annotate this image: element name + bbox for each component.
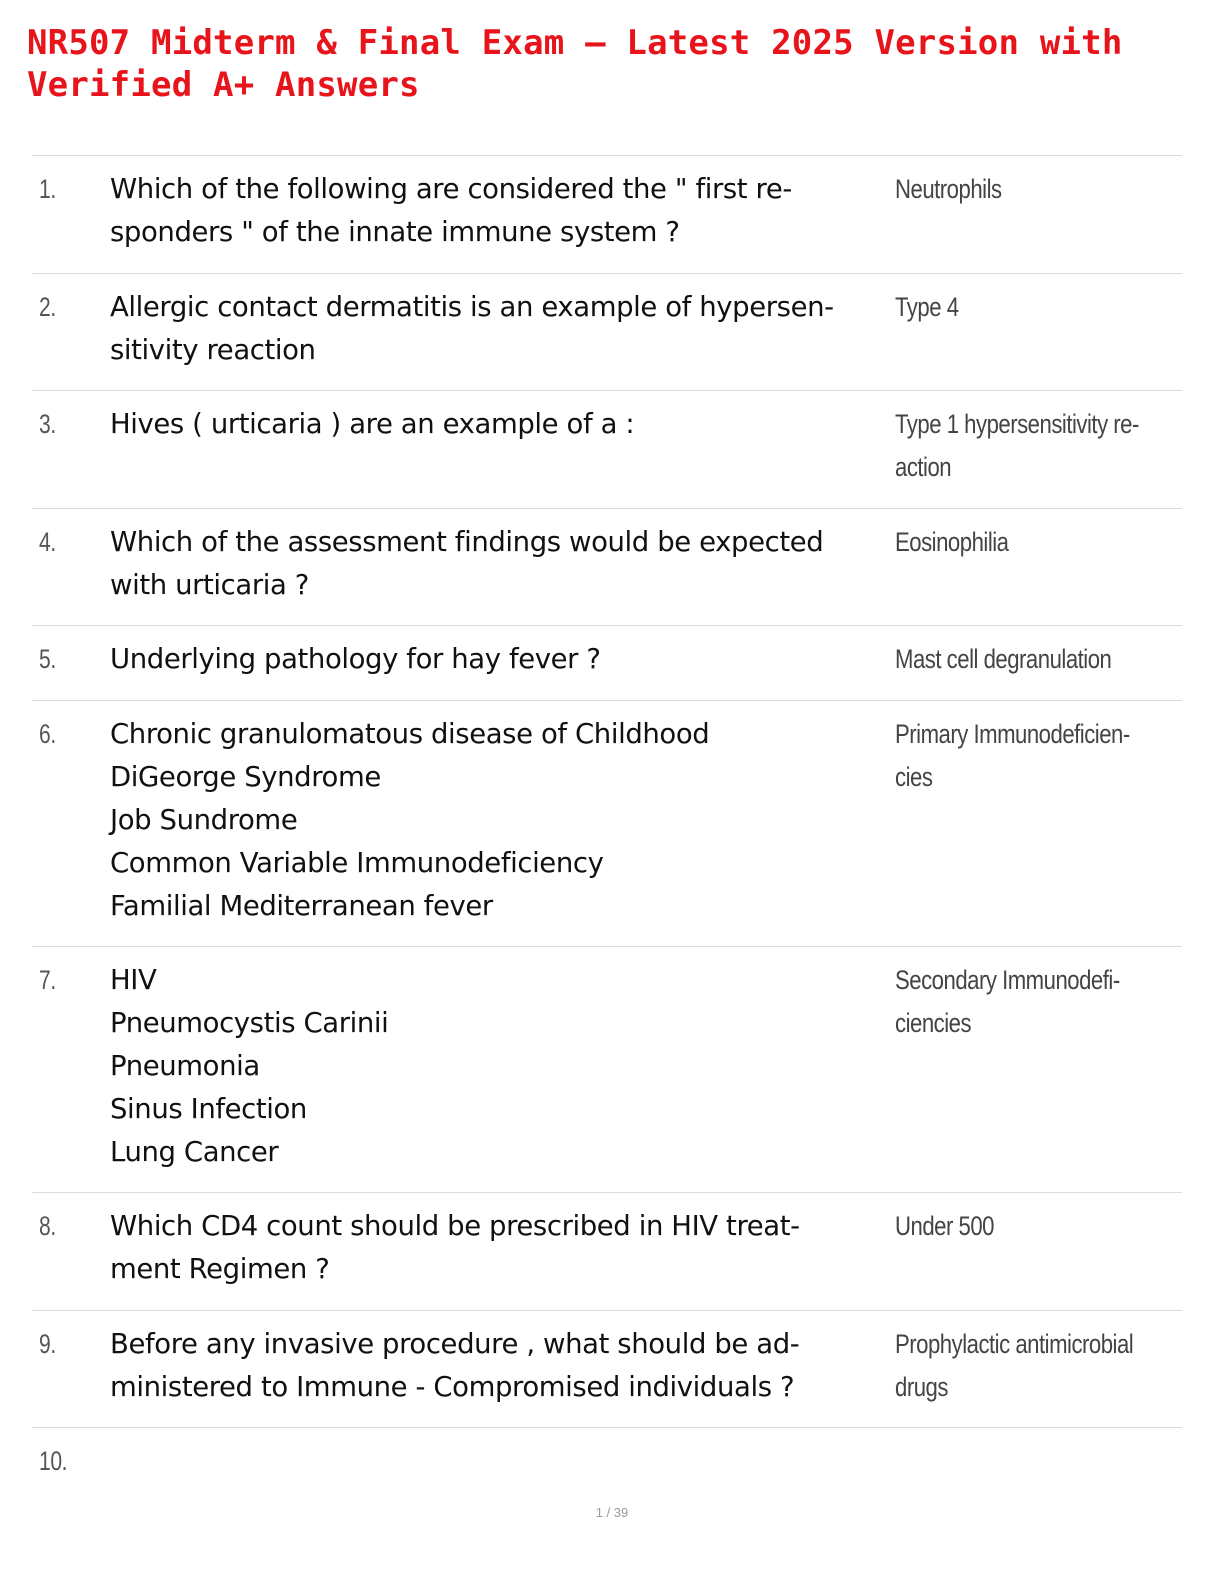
item-number: 7.	[39, 965, 56, 995]
answer-label: Eosinophilia	[895, 527, 1009, 557]
question-text: Which CD4 count should be prescribed in HIV treat- ment Regimen ?	[110, 1210, 800, 1285]
item-number: 2.	[39, 292, 56, 322]
answer-label: Type 4	[895, 292, 959, 322]
answer-label: Mast cell degranulation	[895, 644, 1112, 674]
item-number: 8.	[39, 1211, 56, 1241]
answer-text	[895, 713, 1224, 799]
document-title: NR507 Midterm & Final Exam – Latest 2025 Version with Verified A+ Answers	[27, 23, 1123, 105]
item-number: 5.	[39, 644, 56, 674]
answer-text	[895, 959, 1224, 1045]
answer-text	[895, 1323, 1224, 1409]
answer-text	[895, 168, 1224, 211]
answer-label: Primary Immunodeficien- cies	[895, 719, 1130, 792]
table-row	[32, 1311, 1182, 1428]
question-text: Allergic contact dermatitis is an example of hypersen- sitivity reaction	[110, 291, 834, 366]
table-row	[32, 274, 1182, 391]
question-text: Which of the assessment findings would be expected with urticaria ?	[110, 526, 824, 601]
answer-text	[895, 403, 1224, 489]
answer-label: Type 1 hypersensitivity re- action	[895, 409, 1139, 482]
answer-text	[895, 638, 1224, 681]
question-text: Underlying pathology for hay fever ?	[110, 643, 601, 675]
table-row	[32, 1428, 1182, 1488]
item-number: 1.	[39, 174, 56, 204]
table-row	[32, 626, 1182, 701]
answer-label: Prophylactic antimicrobial drugs	[895, 1329, 1134, 1402]
table-row	[32, 947, 1182, 1193]
table-row	[32, 391, 1182, 509]
question-text: Chronic granulomatous disease of Childhood DiGeorge Syndrome Job Sundrome Common Variable Immunodeficiency Familial Mediterranean fever	[110, 718, 710, 922]
answer-label: Secondary Immunodefi- ciencies	[895, 965, 1120, 1038]
table-row	[32, 509, 1182, 626]
answer-text	[895, 1440, 1224, 1483]
answer-text	[895, 286, 1224, 329]
item-number: 9.	[39, 1329, 56, 1359]
question-text: Before any invasive procedure , what should be ad- ministered to Immune - Compromised individuals ?	[110, 1328, 800, 1403]
question-text: HIV Pneumocystis Carinii Pneumonia Sinus Infection Lung Cancer	[110, 964, 389, 1168]
answer-label: Neutrophils	[895, 174, 1002, 204]
answer-text	[895, 1205, 1224, 1248]
item-number: 10.	[39, 1446, 68, 1476]
question-text: Hives ( urticaria ) are an example of a :	[110, 408, 635, 440]
table-row	[32, 156, 1182, 274]
table-row	[32, 1193, 1182, 1311]
item-number: 4.	[39, 527, 56, 557]
page-indicator: 1 / 39	[595, 1505, 629, 1520]
question-answer-table	[32, 155, 1182, 1488]
answer-label: Under 500	[895, 1211, 994, 1241]
item-number: 3.	[39, 409, 56, 439]
question-text: Which of the following are considered the " first re- sponders " of the innate immune system ?	[110, 173, 792, 248]
answer-text	[895, 521, 1224, 564]
item-number: 6.	[39, 719, 56, 749]
table-row	[32, 701, 1182, 947]
